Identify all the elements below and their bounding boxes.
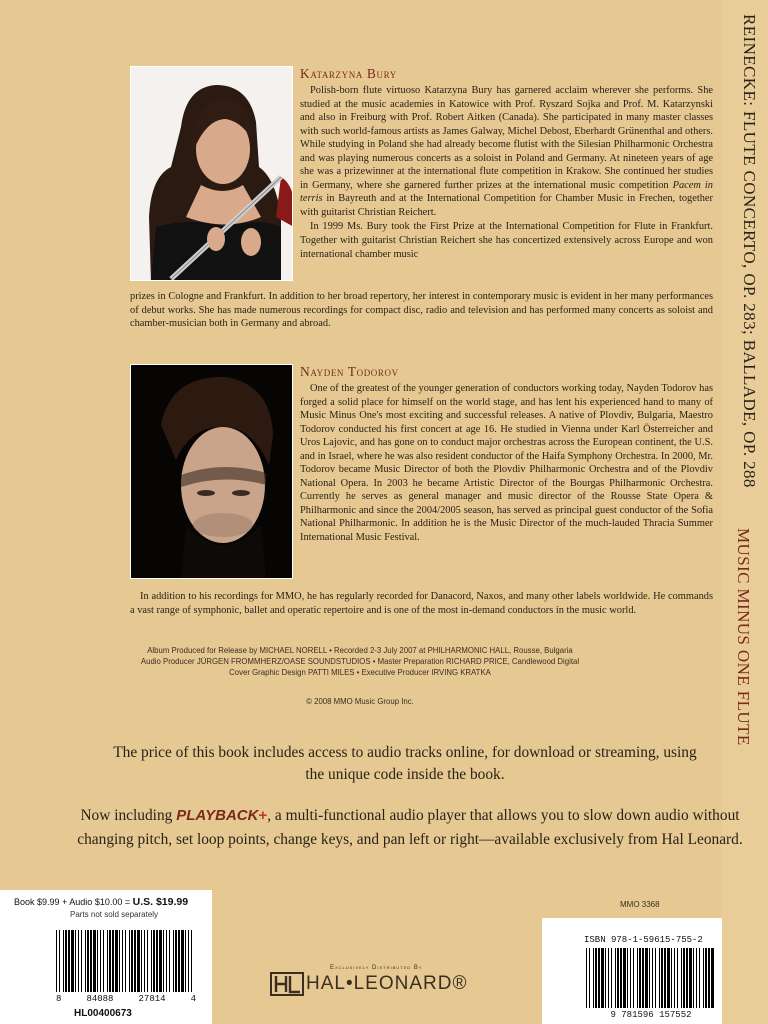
barcode-bar (119, 930, 120, 992)
production-credits (130, 645, 590, 678)
audio-access-notice: The price of this book includes access to audio tracks online, for download or streaming, using the unique code inside the book. (113, 744, 697, 783)
barcode-bar (188, 930, 189, 992)
barcode-bar (617, 948, 619, 1008)
bury-para1-end: in Bayreuth and at the International Competition for Chamber Music in Frechen, together with guitarist Christian Reichert. (300, 193, 713, 218)
barcode-bar (93, 930, 96, 992)
barcode-bar (589, 948, 590, 1008)
playback-notice (70, 804, 750, 852)
barcode-bar (630, 948, 631, 1008)
barcode-bar (115, 930, 118, 992)
barcode-bar (112, 930, 114, 992)
barcode-bar (586, 948, 587, 1008)
bury-para1-text: Polish-born flute virtuoso Katarzyna Bury has garnered acclaim wherever she performs. She studied at the music academies in Katowice with Prof. Ryszard Sojka and Prof. M. Katarzynski and also in Freiburg with Prof. Robert Aitken (Canada). She participated in many master classes with such world-famous artists as James Galway, Michel Debost, Eberhardt Grünenthal and others. While studying in Poland she had already become flutist with the Silesian Philharmonic Orchestra and was playing numerous concerts as a soloist in Poland and Germany. At nineteen years of age she was a prizewinner at the international flute competition in Krakow. She continued her studies in Germany, where she garnered further prizes at the international music competition (300, 85, 713, 191)
upc-digit-group: 4 (190, 994, 196, 1004)
barcode-bar (175, 930, 177, 992)
barcode-bar (637, 948, 638, 1008)
bury-portrait-illustration (131, 67, 293, 281)
playback-post: , a multi-functional audio player that allows you to slow down audio without changing pitch, set loop points, change keys, and pan left or right—available exclusively from Hal Leonard. (77, 807, 743, 848)
barcode-bar (131, 930, 133, 992)
barcode-bar (623, 948, 626, 1008)
barcode-bar (97, 930, 98, 992)
playback-pre: Now including (80, 807, 173, 824)
barcode-bar (608, 948, 609, 1008)
barcode-bar (156, 930, 158, 992)
bury-photo (130, 66, 293, 281)
barcode-bar (137, 930, 140, 992)
barcode-bar (109, 930, 111, 992)
barcode-bar (107, 930, 108, 992)
barcode-bar (677, 948, 678, 1008)
barcode-bar (87, 930, 89, 992)
barcode-bar (141, 930, 142, 992)
isbn-barcode-box (542, 918, 722, 1024)
credits-line-3: Cover Graphic Design PATTI MILES • Executive Producer IRVING KRATKA (229, 668, 491, 677)
price-prefix: Book $9.99 + Audio $10.00 = (14, 897, 131, 907)
barcode-bar (144, 930, 145, 992)
barcode-bar (683, 948, 685, 1008)
playback-plus-icon: + (258, 807, 268, 824)
upc-barcode (56, 930, 196, 992)
barcode-bar (615, 948, 616, 1008)
credits-line-1: Album Produced for Release by MICHAEL NORELL • Recorded 2-3 July 2007 at PHILHARMONIC HALL, Rousse, Bulgaria (147, 646, 573, 655)
barcode-bar (689, 948, 692, 1008)
isbn-number: ISBN 978-1-59615-755-2 (584, 935, 703, 945)
bury-para1-italic: Pacem in terris (300, 179, 713, 205)
bury-bio (300, 84, 713, 261)
barcode-bar (166, 930, 167, 992)
barcode-bar (191, 930, 192, 992)
todorov-photo (130, 364, 293, 579)
hl-item-code: HL00400673 (74, 1008, 132, 1019)
barcode-bar (711, 948, 714, 1008)
barcode-bar (699, 948, 700, 1008)
barcode-bar (593, 948, 594, 1008)
barcode-bar (173, 930, 174, 992)
barcode-bar (693, 948, 694, 1008)
barcode-bar (627, 948, 628, 1008)
barcode-bar (90, 930, 92, 992)
price-barcode-box (0, 890, 212, 1024)
barcode-bar (163, 930, 164, 992)
barcode-bar (705, 948, 707, 1008)
barcode-bar (103, 930, 104, 992)
distributor-label: Exclusively Distributed By (330, 965, 423, 971)
barcode-bar (611, 948, 612, 1008)
barcode-bar (674, 948, 675, 1008)
barcode-bar (601, 948, 604, 1008)
barcode-bar (59, 930, 60, 992)
todorov-bio-continued: In addition to his recordings for MMO, he has regularly recorded for Danacord, Naxos, and many other labels worldwide. He commands a vast range of symphonic, ballet and operatic repertoire and is one of the most in-demand conductors in the music world. (130, 591, 713, 616)
barcode-bar (652, 948, 653, 1008)
barcode-bar (159, 930, 162, 992)
credits-line-2: Audio Producer JÜRGEN FROMMHERZ/OASE SOUNDSTUDIOS • Master Preparation RICHARD PRICE, Candlewood Digital (140, 657, 580, 666)
bury-bio-continued: prizes in Cologne and Frankfurt. In addition to her broad repertory, her interest in contemporary music is evident in her many performances of debut works. She has made numerous recordings for compact disc, radio and television and has performed many concerts as soloist and chamber-musician both in Germany and abroad. (130, 291, 713, 330)
upc-digit-group: 8 (56, 994, 62, 1004)
barcode-bar (686, 948, 688, 1008)
barcode-bar (68, 930, 70, 992)
barcode-bar (667, 948, 670, 1008)
barcode-bar (129, 930, 130, 992)
barcode-bar (696, 948, 697, 1008)
copyright: © 2008 MMO Music Group Inc. (306, 697, 414, 706)
playback-brand: PLAYBACK (176, 807, 259, 824)
barcode-bar (661, 948, 663, 1008)
todorov-portrait-illustration (131, 365, 293, 579)
isbn-barcode (586, 948, 716, 1008)
barcode-bar (703, 948, 704, 1008)
barcode-bar (153, 930, 155, 992)
barcode-bar (681, 948, 682, 1008)
barcode-bar (649, 948, 650, 1008)
playback-logo (176, 807, 267, 824)
spine-title: REINECKE: FLUTE CONCERTO, OP. 283; BALLADE, OP. 288 (740, 14, 759, 488)
barcode-bar (655, 948, 656, 1008)
barcode-bar (134, 930, 136, 992)
isbn-digits: 9 781596 157552 (610, 1010, 692, 1020)
hal-leonard-logo-icon (270, 972, 304, 996)
barcode-bar (645, 948, 648, 1008)
barcode-bar (598, 948, 600, 1008)
mmo-catalog-code: MMO 3368 (620, 900, 660, 909)
distributor-name: HAL•LEONARD® (306, 973, 468, 994)
barcode-bar (671, 948, 672, 1008)
upc-digit-group: 27814 (138, 994, 166, 1004)
price-total: U.S. $19.99 (132, 896, 189, 908)
barcode-bar (63, 930, 64, 992)
barcode-bar (642, 948, 644, 1008)
barcode-bar (78, 930, 79, 992)
barcode-bar (125, 930, 126, 992)
barcode-bar (85, 930, 86, 992)
barcode-bar (147, 930, 148, 992)
price-line (14, 896, 188, 908)
upc-digit-group: 84088 (86, 994, 114, 1004)
barcode-bar (633, 948, 634, 1008)
barcode-bar (122, 930, 123, 992)
barcode-bar (620, 948, 622, 1008)
barcode-bar (664, 948, 666, 1008)
barcode-bar (595, 948, 597, 1008)
todorov-bio-para1: One of the greatest of the younger generation of conductors working today, Nayden Todorov has forged a solid place for himself on the world stage, and has lent his experienced hand to many of Music Minus One's most exciting and successful releases. A native of Plovdiv, Bulgaria, Maestro Todorov conducted his first concert at age 16. He studied in Vienna under Karl Österreicher and Uros Lajovic, and has gone on to conduct major orchestras across the European continent, the U.S. and in Israel, where he was also resident conductor of the Haifa Symphony Orchestra. In 2000, Mr. Todorov became Music Director of both the Plovdiv Philharmonic Orchestra and of the Plovdiv National Opera. In 2003 he became Artistic Director of the Bourgas Philharmonic Orchestra. Currently he serves as general manager and music director of the Rousse State Opera & Philharmonic and since the 2004/2005 season, has served as principal guest conductor of the Sofia National Philharmonic. In addition he is the Music Director of the much-lauded Thracia Summer International Music Festival. (300, 383, 713, 544)
barcode-bar (181, 930, 184, 992)
barcode-bar (659, 948, 660, 1008)
barcode-bar (151, 930, 152, 992)
todorov-bio (300, 382, 713, 545)
bury-bio-para2: In 1999 Ms. Bury took the First Prize at the International Competition for Flute in Frankfurt. Together with guitarist Christian Reichert she has concertized extensively across Europe and won international chamber music (300, 221, 713, 260)
barcode-bar (169, 930, 170, 992)
spine-series: MUSIC MINUS ONE FLUTE (734, 528, 753, 746)
spine-text (733, 14, 759, 746)
upc-digits (56, 994, 196, 1004)
barcode-bar (605, 948, 606, 1008)
barcode-bar (75, 930, 76, 992)
todorov-name: Nayden Todorov (300, 364, 399, 379)
barcode-bar (708, 948, 710, 1008)
barcode-bar (65, 930, 67, 992)
barcode-bar (71, 930, 74, 992)
barcode-bar (639, 948, 641, 1008)
parts-note: Parts not sold separately (70, 910, 159, 919)
bury-bio-para1 (300, 84, 713, 219)
barcode-bar (81, 930, 82, 992)
barcode-bar (100, 930, 101, 992)
bury-name: Katarzyna Bury (300, 66, 397, 81)
barcode-bar (56, 930, 57, 992)
barcode-bar (185, 930, 186, 992)
barcode-bar (178, 930, 180, 992)
